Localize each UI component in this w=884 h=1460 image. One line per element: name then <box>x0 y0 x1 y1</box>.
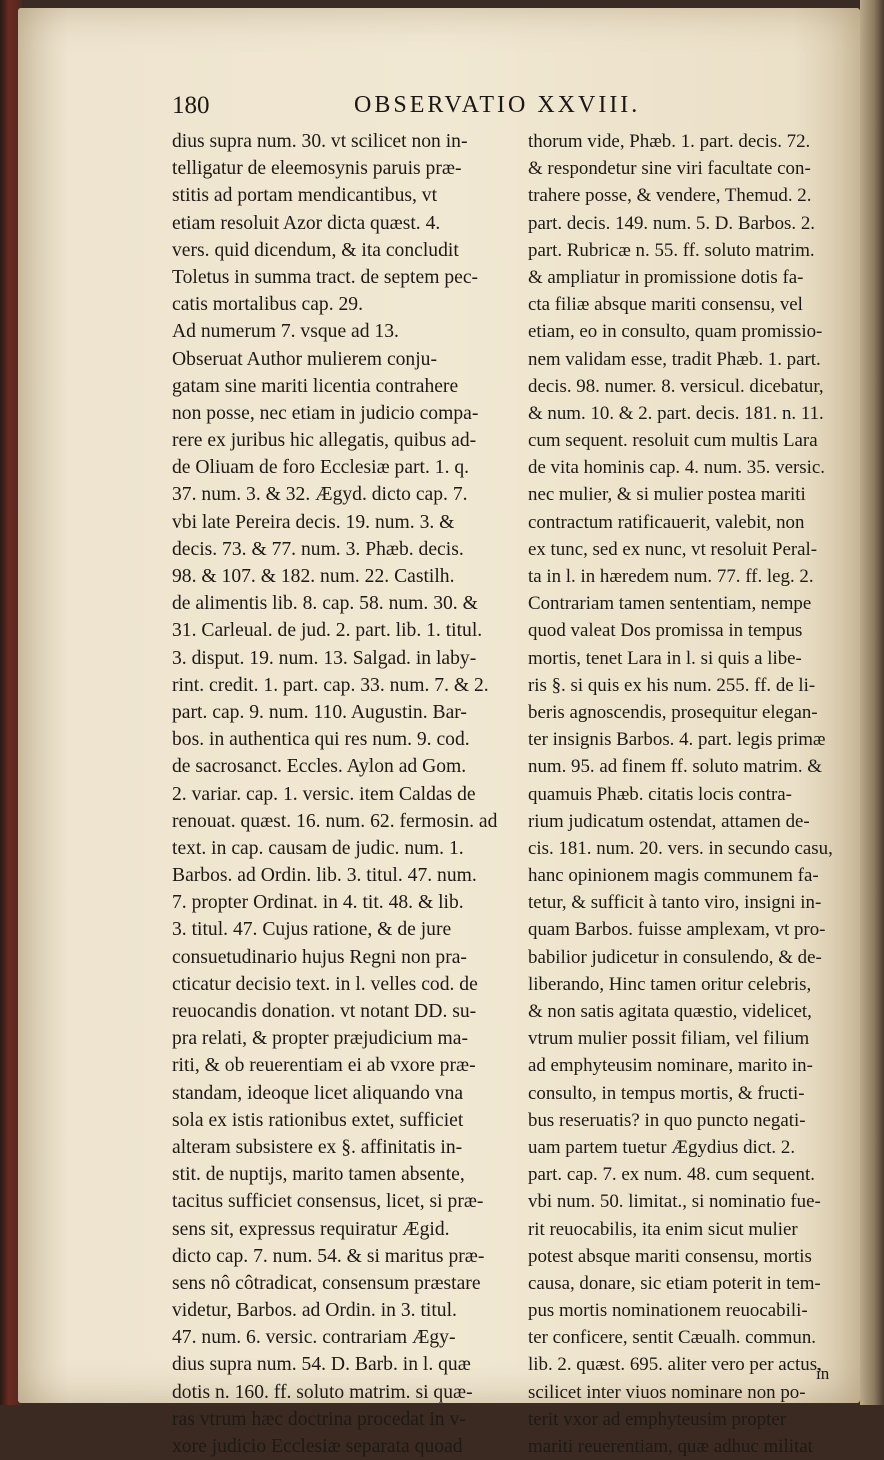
text-line: de vita hominis cap. 4. num. 35. versic. <box>528 457 825 479</box>
text-line: rit reuocabilis, ita enim sicut mulier <box>528 1218 798 1240</box>
text-line: Ad numerum 7. vsque ad 13. <box>172 321 399 343</box>
running-title: OBSERVATIO XXVIII. <box>354 92 641 118</box>
text-line: etiam resoluit Azor dicta quæst. 4. <box>172 212 441 234</box>
text-line: xore judicio Ecclesiæ separata quoad <box>172 1436 463 1457</box>
text-line: sola ex istis rationibus extet, sufficiet <box>172 1109 464 1131</box>
text-line: standam, ideoque licet aliquando vna <box>172 1082 464 1104</box>
text-line: Barbos. ad Ordin. lib. 3. titul. 47. num. <box>172 865 477 887</box>
text-line: uam partem tuetur Ægydius dict. 2. <box>528 1136 796 1158</box>
folio-number: 180 <box>172 92 210 119</box>
text-line: lib. 2. quæst. 695. aliter vero per actus, <box>528 1354 822 1376</box>
text-line: pra relati, & propter præjudicium ma- <box>172 1028 468 1050</box>
left-text-column <box>172 128 508 1460</box>
text-line: ex tunc, sed ex nunc, vt resoluit Peral- <box>528 538 818 560</box>
text-line: reuocandis donation. vt notant DD. su- <box>172 1001 477 1022</box>
catchword: in <box>816 1364 830 1383</box>
text-line: catis mortalibus cap. 29. <box>172 294 363 316</box>
text-line: terit vxor ad emphyteusim propter <box>528 1408 787 1430</box>
text-line: quod valeat Dos promissa in tempus <box>528 620 803 642</box>
text-line: bus reseruatis? in quo puncto negati- <box>528 1109 806 1131</box>
text-line: text. in cap. causam de judic. num. 1. <box>172 837 464 859</box>
text-line: de alimentis lib. 8. cap. 58. num. 30. & <box>172 593 478 615</box>
page-header <box>172 92 832 126</box>
text-line: 3. titul. 47. Cujus ratione, & de jure <box>172 919 452 941</box>
text-line: ter conficere, sentit Cæualh. commun. <box>528 1327 816 1349</box>
text-line: tacitus sufficiet consensus, licet, si præ- <box>172 1191 484 1213</box>
text-line: hanc opinionem magis communem fa- <box>528 865 819 887</box>
text-line: & ampliatur in promissione dotis fa- <box>528 266 804 288</box>
text-line: cta filiæ absque mariti consensu, vel <box>528 294 803 316</box>
text-line: alteram subsistere ex §. affinitatis in- <box>172 1136 463 1158</box>
text-line: gatam sine mariti licentia contrahere <box>172 375 459 397</box>
text-line: telligatur de eleemosynis paruis præ- <box>172 158 462 180</box>
text-line: scilicet inter viuos nominare non po- <box>528 1381 806 1403</box>
text-line: contractum ratificauerit, valebit, non <box>528 511 805 533</box>
text-line: rere ex juribus hic allegatis, quibus ad- <box>172 430 477 452</box>
text-line: liberando, Hinc tamen oritur celebris, <box>528 973 812 995</box>
text-line: riti, & ob reuerentiam ei ab vxore præ- <box>172 1055 476 1077</box>
text-line: ter insignis Barbos. 4. part. legis primæ <box>528 729 826 751</box>
text-line: beris agnoscendis, prosequitur elegan- <box>528 701 818 723</box>
text-line: potest absque mariti consensu, mortis <box>528 1245 812 1267</box>
text-line: dius supra num. 54. D. Barb. in l. quæ <box>172 1354 471 1376</box>
text-line: 47. num. 6. versic. contrariam Ægy- <box>172 1327 456 1349</box>
text-line: stit. de nuptijs, marito tamen absente, <box>172 1164 465 1186</box>
text-line: & num. 10. & 2. part. decis. 181. n. 11. <box>528 402 824 424</box>
text-line: causa, donare, sic etiam poterit in tem- <box>528 1272 821 1294</box>
text-line: consuetudinario hujus Regni non pra- <box>172 946 467 968</box>
text-line: cticatur decisio text. in l. velles cod. de <box>172 973 478 995</box>
text-line: 31. Carleual. de jud. 2. part. lib. 1. titul. <box>172 620 483 642</box>
text-line: mortis, tenet Lara in l. si quis a libe- <box>528 647 802 669</box>
text-line: decis. 98. numer. 8. versicul. dicebatur, <box>528 375 824 397</box>
text-line: de sacrosanct. Eccles. Aylon ad Gom. <box>172 756 467 778</box>
text-line: consulto, in tempus mortis, & fructi- <box>528 1082 805 1104</box>
text-line: babilior judicetur in consulendo, & de- <box>528 946 822 968</box>
text-line: 7. propter Ordinat. in 4. tit. 48. & lib. <box>172 892 464 914</box>
text-line: pus mortis nominationem reuocabili- <box>528 1300 808 1322</box>
text-line: & non satis agitata quæstio, videlicet, <box>528 1001 812 1022</box>
text-line: vbi late Pereira decis. 19. num. 3. & <box>172 511 455 533</box>
text-line: cis. 181. num. 20. vers. in secundo casu, <box>528 837 833 859</box>
text-line: ras vtrum hæc doctrina procedat in v- <box>172 1408 466 1430</box>
text-line: part. decis. 149. num. 5. D. Barbos. 2. <box>528 212 815 234</box>
text-line: de Oliuam de foro Ecclesiæ part. 1. q. <box>172 457 470 479</box>
text-line: decis. 73. & 77. num. 3. Phæb. decis. <box>172 538 464 560</box>
text-line: dotis n. 160. ff. soluto matrim. si quæ- <box>172 1381 473 1403</box>
text-line: vers. quid dicendum, & ita concludit <box>172 239 459 261</box>
text-line: cum sequent. resoluit cum multis Lara <box>528 430 818 452</box>
text-line: vbi num. 50. limitat., si nominatio fue- <box>528 1191 821 1213</box>
text-line: part. cap. 7. ex num. 48. cum sequent. <box>528 1164 815 1186</box>
text-line: mariti reuerentiam, quæ adhuc militat <box>528 1436 813 1457</box>
text-line: dicto cap. 7. num. 54. & si maritus præ- <box>172 1245 485 1267</box>
text-line: num. 95. ad finem ff. soluto matrim. & <box>528 756 822 778</box>
text-line: & respondetur sine viri facultate con- <box>528 158 811 180</box>
text-line: bos. in authentica qui res num. 9. cod. <box>172 729 470 751</box>
text-line: 98. & 107. & 182. num. 22. Castilh. <box>172 566 455 587</box>
text-line: dius supra num. 30. vt scilicet non in- <box>172 131 468 152</box>
text-line: ris §. si quis ex his num. 255. ff. de li- <box>528 674 816 696</box>
text-line: Toletus in summa tract. de septem pec- <box>172 266 479 288</box>
text-line: renouat. quæst. 16. num. 62. fermosin. ad <box>172 810 498 832</box>
text-line: thorum vide, Phæb. 1. part. decis. 72. <box>528 131 811 152</box>
text-line: 3. disput. 19. num. 13. Salgad. in laby- <box>172 647 477 669</box>
text-line: quam Barbos. fuisse amplexam, vt pro- <box>528 919 826 941</box>
text-line: nec mulier, & si mulier postea mariti <box>528 484 806 506</box>
text-line: rium judicatum ostendat, attamen de- <box>528 810 810 832</box>
text-line: nem validam esse, tradit Phæb. 1. part. <box>528 348 821 370</box>
text-line: trahere posse, & vendere, Themud. 2. <box>528 185 812 207</box>
text-line: 2. variar. cap. 1. versic. item Caldas de <box>172 783 476 805</box>
page-edge <box>860 0 884 1405</box>
text-line: 37. num. 3. & 32. Ægyd. dicto cap. 7. <box>172 484 468 506</box>
text-line: stitis ad portam mendicantibus, vt <box>172 185 438 207</box>
text-line: part. cap. 9. num. 110. Augustin. Bar- <box>172 701 467 723</box>
text-line: sens sit, expressus requiratur Ægid. <box>172 1218 450 1240</box>
text-line: vtrum mulier possit filiam, vel filium <box>528 1028 810 1050</box>
text-line: sens nô côtradicat, consensum præstare <box>172 1272 481 1294</box>
text-line: part. Rubricæ n. 55. ff. soluto matrim. <box>528 239 815 261</box>
text-line: videtur, Barbos. ad Ordin. in 3. titul. <box>172 1300 457 1322</box>
text-line: Contrariam tamen sententiam, nempe <box>528 593 812 615</box>
text-line: quamuis Phæb. citatis locis contra- <box>528 783 792 805</box>
text-line: Obseruat Author mulierem conju- <box>172 348 437 370</box>
text-line: rint. credit. 1. part. cap. 33. num. 7. & 2. <box>172 674 489 696</box>
text-line: non posse, nec etiam in judicio compa- <box>172 402 479 424</box>
text-line: tetur, & sufficit à tanto viro, insigni in- <box>528 892 822 914</box>
text-line: etiam, eo in consulto, quam promissio- <box>528 321 823 343</box>
right-text-column <box>528 128 846 1460</box>
text-line: ad emphyteusim nominare, marito in- <box>528 1055 813 1077</box>
text-line: ta in l. in hæredem num. 77. ff. leg. 2. <box>528 566 814 587</box>
